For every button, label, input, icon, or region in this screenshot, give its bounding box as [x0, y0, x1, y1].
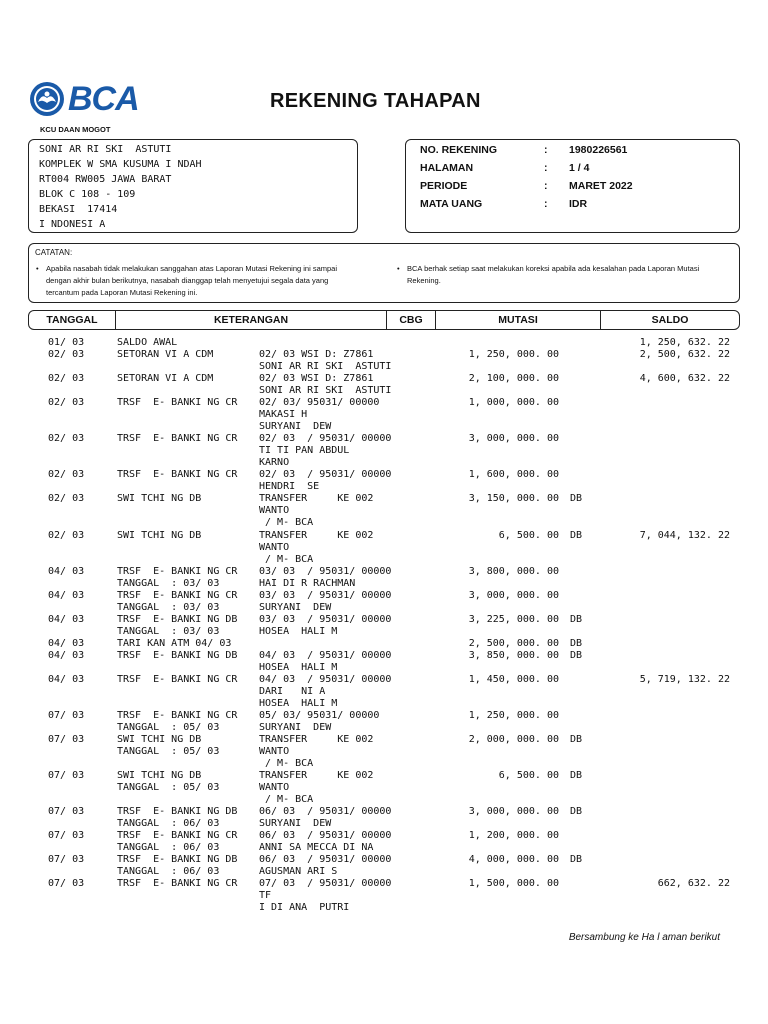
keterangan-line: TANGGAL : 03/ 03 [117, 626, 220, 637]
keterangan-detail-line: 06/ 03 / 95031/ 00000 [259, 830, 392, 841]
keterangan-detail-line: TRANSFER KE 002 [259, 530, 374, 541]
keterangan-line: TRSF E- BANKI NG CR [117, 433, 238, 444]
cell-mutasi: 1, 250, 000. 00 [468, 349, 559, 360]
table-header [28, 310, 740, 330]
header-tanggal: TANGGAL [46, 314, 98, 326]
keterangan-detail-line: WANTO [259, 746, 290, 757]
keterangan-line: SWI TCHI NG DB [117, 530, 202, 541]
keterangan-line: TRSF E- BANKI NG DB [117, 650, 238, 661]
cell-tanggal: 02/ 03 [48, 433, 85, 444]
account-info-box [405, 139, 740, 233]
bca-logo [28, 80, 148, 120]
keterangan-detail-line: TRANSFER KE 002 [259, 770, 374, 781]
cell-keterangan-detail [259, 469, 391, 493]
customer-address-line: I NDONESI A [39, 219, 106, 230]
keterangan-line: TARI KAN ATM 04/ 03 [117, 638, 232, 649]
customer-address-line: KOMPLEK W SMA KUSUMA I NDAH [39, 159, 202, 170]
cell-tanggal: 04/ 03 [48, 650, 85, 661]
cell-keterangan [117, 337, 177, 349]
cell-keterangan [117, 469, 237, 481]
cell-keterangan [117, 674, 237, 686]
keterangan-detail-line: SONI AR RI SKI ASTUTI [259, 361, 392, 372]
continued-note: Bersambung ke Ha l aman berikut [568, 932, 720, 943]
cell-tanggal: 04/ 03 [48, 566, 85, 577]
keterangan-detail-line: 03/ 03 / 95031/ 00000 [259, 590, 392, 601]
cell-keterangan [117, 566, 237, 590]
keterangan-line: SWI TCHI NG DB [117, 770, 202, 781]
keterangan-detail-line: DARI NI A [259, 686, 326, 697]
cell-keterangan [117, 770, 219, 794]
note-line: tercantum pada Laporan Mutasi Rekening ini. [46, 288, 198, 297]
cell-mutasi: 2, 500, 000. 00 [468, 638, 559, 649]
keterangan-detail-line: 06/ 03 / 95031/ 00000 [259, 854, 392, 865]
keterangan-detail-line: WANTO [259, 782, 290, 793]
cell-debit-flag: DB [570, 734, 583, 745]
keterangan-detail-line: / M- BCA [259, 794, 314, 805]
cell-keterangan [117, 614, 237, 638]
cell-tanggal: 07/ 03 [48, 854, 85, 865]
keterangan-detail-line: SURYANI DEW [259, 722, 332, 733]
account-label: HALAMAN [420, 162, 474, 174]
keterangan-detail-line: HENDRI SE [259, 481, 320, 492]
cell-tanggal: 07/ 03 [48, 806, 85, 817]
cell-mutasi: 1, 450, 000. 00 [468, 674, 559, 685]
account-separator: : [544, 180, 548, 192]
cell-keterangan [117, 433, 237, 445]
account-value: IDR [569, 198, 588, 210]
cell-saldo: 7, 044, 132. 22 [639, 530, 730, 541]
keterangan-line: TANGGAL : 06/ 03 [117, 866, 220, 877]
account-separator: : [544, 162, 548, 174]
bullet-icon: • [397, 264, 400, 273]
keterangan-detail-line: 02/ 03 / 95031/ 00000 [259, 469, 392, 480]
cell-debit-flag: DB [570, 530, 583, 541]
account-number-row [420, 141, 740, 159]
cell-tanggal: 07/ 03 [48, 878, 85, 889]
keterangan-line: SETORAN VI A CDM [117, 373, 214, 384]
cell-tanggal: 02/ 03 [48, 349, 85, 360]
keterangan-detail-line: TRANSFER KE 002 [259, 493, 374, 504]
cell-debit-flag: DB [570, 806, 583, 817]
cell-keterangan-detail [259, 397, 379, 433]
account-separator: : [544, 144, 548, 156]
cell-keterangan [117, 590, 237, 614]
keterangan-detail-line: TF [259, 890, 272, 901]
cell-mutasi: 3, 150, 000. 00 [468, 493, 559, 504]
account-value: 1 / 4 [569, 162, 590, 174]
cell-keterangan-detail [259, 590, 391, 614]
cell-tanggal: 04/ 03 [48, 614, 85, 625]
cell-mutasi: 4, 000, 000. 00 [468, 854, 559, 865]
cell-keterangan-detail [259, 854, 391, 878]
cell-keterangan-detail [259, 650, 391, 674]
cell-tanggal: 04/ 03 [48, 638, 85, 649]
keterangan-detail-line: 03/ 03 / 95031/ 00000 [259, 614, 392, 625]
cell-keterangan-detail [259, 614, 391, 638]
cell-tanggal: 02/ 03 [48, 469, 85, 480]
keterangan-line: TRSF E- BANKI NG DB [117, 854, 238, 865]
branch-name: KCU DAAN MOGOT [40, 125, 111, 134]
cell-keterangan [117, 493, 201, 505]
keterangan-line: SWI TCHI NG DB [117, 734, 202, 745]
cell-keterangan [117, 638, 231, 650]
cell-keterangan [117, 650, 237, 662]
keterangan-line: TRSF E- BANKI NG CR [117, 590, 238, 601]
keterangan-detail-line: TI TI PAN ABDUL [259, 445, 350, 456]
cell-debit-flag: DB [570, 493, 583, 504]
keterangan-line: TANGGAL : 06/ 03 [117, 842, 220, 853]
customer-name: SONI AR RI SKI ASTUTI [39, 144, 172, 155]
cell-keterangan-detail [259, 674, 391, 710]
currency-row [420, 195, 740, 213]
keterangan-line: SWI TCHI NG DB [117, 493, 202, 504]
notes-title: CATATAN: [35, 248, 73, 257]
keterangan-detail-line: HOSEA HALI M [259, 698, 338, 709]
customer-address-line: BLOK C 108 - 109 [39, 189, 136, 200]
cell-tanggal: 02/ 03 [48, 493, 85, 504]
cell-mutasi: 3, 000, 000. 00 [468, 433, 559, 444]
cell-mutasi: 3, 000, 000. 00 [468, 806, 559, 817]
keterangan-line: TRSF E- BANKI NG DB [117, 806, 238, 817]
cell-mutasi: 1, 500, 000. 00 [468, 878, 559, 889]
bca-emblem-icon [28, 80, 66, 118]
keterangan-detail-line: 03/ 03 / 95031/ 00000 [259, 566, 392, 577]
keterangan-line: TANGGAL : 06/ 03 [117, 818, 220, 829]
cell-tanggal: 04/ 03 [48, 674, 85, 685]
notes-box [28, 243, 740, 303]
cell-keterangan [117, 830, 237, 854]
customer-address-line: RT004 RW005 JAWA BARAT [39, 174, 172, 185]
cell-mutasi: 1, 000, 000. 00 [468, 397, 559, 408]
cell-mutasi: 1, 200, 000. 00 [468, 830, 559, 841]
cell-keterangan [117, 734, 219, 758]
cell-tanggal: 04/ 03 [48, 590, 85, 601]
keterangan-line: TRSF E- BANKI NG CR [117, 566, 238, 577]
keterangan-line: TRSF E- BANKI NG CR [117, 878, 238, 889]
keterangan-detail-line: 02/ 03 WSI D: Z7861 [259, 349, 374, 360]
keterangan-line: TRSF E- BANKI NG CR [117, 710, 238, 721]
keterangan-detail-line: 05/ 03/ 95031/ 00000 [259, 710, 380, 721]
cell-keterangan-detail [259, 373, 391, 397]
keterangan-detail-line: / M- BCA [259, 517, 314, 528]
cell-mutasi: 2, 100, 000. 00 [468, 373, 559, 384]
cell-mutasi: 6, 500. 00 [498, 770, 559, 781]
note-line: BCA berhak setiap saat melakukan koreksi apabila ada kesalahan pada Laporan Mutasi [407, 264, 700, 273]
cell-tanggal: 01/ 03 [48, 337, 85, 348]
cell-tanggal: 07/ 03 [48, 710, 85, 721]
keterangan-line: TRSF E- BANKI NG CR [117, 469, 238, 480]
cell-mutasi: 1, 600, 000. 00 [468, 469, 559, 480]
keterangan-detail-line: SONI AR RI SKI ASTUTI [259, 385, 392, 396]
header-mutasi: MUTASI [498, 314, 538, 326]
cell-mutasi: 2, 000, 000. 00 [468, 734, 559, 745]
cell-keterangan [117, 397, 237, 409]
cell-keterangan-detail [259, 830, 391, 854]
page-row [420, 159, 740, 177]
note-right [397, 263, 737, 287]
period-row [420, 177, 740, 195]
keterangan-detail-line: 06/ 03 / 95031/ 00000 [259, 806, 392, 817]
cell-keterangan [117, 349, 213, 361]
note-line: Rekening. [407, 276, 441, 285]
cell-keterangan-detail [259, 493, 373, 529]
keterangan-detail-line: SURYANI DEW [259, 818, 332, 829]
account-separator: : [544, 198, 548, 210]
keterangan-line: TRSF E- BANKI NG CR [117, 830, 238, 841]
keterangan-detail-line: / M- BCA [259, 554, 314, 565]
keterangan-detail-line: SURYANI DEW [259, 421, 332, 432]
cell-mutasi: 3, 800, 000. 00 [468, 566, 559, 577]
cell-saldo: 1, 250, 632. 22 [639, 337, 730, 348]
cell-keterangan [117, 806, 237, 830]
bullet-icon: • [36, 264, 39, 273]
customer-address-box [28, 139, 358, 233]
cell-keterangan-detail [259, 710, 379, 734]
cell-keterangan [117, 878, 237, 890]
keterangan-detail-line: 02/ 03 WSI D: Z7861 [259, 373, 374, 384]
cell-saldo: 662, 632. 22 [657, 878, 730, 889]
cell-keterangan [117, 373, 213, 385]
cell-keterangan-detail [259, 349, 391, 373]
keterangan-line: SALDO AWAL [117, 337, 178, 348]
cell-tanggal: 07/ 03 [48, 770, 85, 781]
cell-tanggal: 02/ 03 [48, 373, 85, 384]
keterangan-line: TRSF E- BANKI NG DB [117, 614, 238, 625]
cell-debit-flag: DB [570, 638, 583, 649]
keterangan-line: SETORAN VI A CDM [117, 349, 214, 360]
cell-saldo: 2, 500, 632. 22 [639, 349, 730, 360]
cell-keterangan-detail [259, 566, 391, 590]
keterangan-detail-line: MAKASI H [259, 409, 308, 420]
account-label: NO. REKENING [420, 144, 498, 156]
account-value: MARET 2022 [569, 180, 633, 192]
keterangan-detail-line: / M- BCA [259, 758, 314, 769]
keterangan-detail-line: KARNO [259, 457, 290, 468]
cell-saldo: 4, 600, 632. 22 [639, 373, 730, 384]
keterangan-detail-line: WANTO [259, 505, 290, 516]
cell-mutasi: 1, 250, 000. 00 [468, 710, 559, 721]
keterangan-detail-line: 04/ 03 / 95031/ 00000 [259, 674, 392, 685]
keterangan-line: TANGGAL : 05/ 03 [117, 746, 220, 757]
keterangan-line: TANGGAL : 03/ 03 [117, 578, 220, 589]
cell-keterangan [117, 710, 237, 734]
keterangan-detail-line: HAI DI R RACHMAN [259, 578, 356, 589]
cell-mutasi: 3, 225, 000. 00 [468, 614, 559, 625]
keterangan-line: TANGGAL : 05/ 03 [117, 782, 220, 793]
cell-keterangan-detail [259, 530, 373, 566]
keterangan-detail-line: I DI ANA PUTRI [259, 902, 350, 913]
cell-saldo: 5, 719, 132. 22 [639, 674, 730, 685]
keterangan-line: TRSF E- BANKI NG CR [117, 674, 238, 685]
cell-keterangan-detail [259, 878, 391, 914]
keterangan-detail-line: 02/ 03/ 95031/ 00000 [259, 397, 380, 408]
cell-keterangan-detail [259, 806, 391, 830]
account-label: MATA UANG [420, 198, 483, 210]
keterangan-detail-line: 04/ 03 / 95031/ 00000 [259, 650, 392, 661]
cell-tanggal: 02/ 03 [48, 397, 85, 408]
cell-keterangan [117, 854, 237, 878]
cell-keterangan-detail [259, 734, 373, 770]
cell-tanggal: 07/ 03 [48, 734, 85, 745]
cell-keterangan-detail [259, 770, 373, 806]
cell-debit-flag: DB [570, 650, 583, 661]
note-left [36, 263, 391, 299]
cell-mutasi: 3, 000, 000. 00 [468, 590, 559, 601]
header-saldo: SALDO [651, 314, 689, 326]
header-keterangan: KETERANGAN [213, 314, 289, 326]
cell-tanggal: 07/ 03 [48, 830, 85, 841]
cell-debit-flag: DB [570, 854, 583, 865]
keterangan-detail-line: 07/ 03 / 95031/ 00000 [259, 878, 392, 889]
keterangan-line: TRSF E- BANKI NG CR [117, 397, 238, 408]
keterangan-detail-line: HOSEA HALI M [259, 662, 338, 673]
keterangan-detail-line: TRANSFER KE 002 [259, 734, 374, 745]
keterangan-line: TANGGAL : 05/ 03 [117, 722, 220, 733]
cell-keterangan-detail [259, 433, 391, 469]
keterangan-detail-line: HOSEA HALI M [259, 626, 338, 637]
statement-title: REKENING TAHAPAN [270, 90, 481, 112]
header-cbg: CBG [399, 314, 423, 326]
cell-keterangan [117, 530, 201, 542]
account-label: PERIODE [420, 180, 468, 192]
cell-tanggal: 02/ 03 [48, 530, 85, 541]
cell-mutasi: 3, 850, 000. 00 [468, 650, 559, 661]
keterangan-detail-line: AGUSMAN ARI S [259, 866, 338, 877]
cell-mutasi: 6, 500. 00 [498, 530, 559, 541]
cell-debit-flag: DB [570, 770, 583, 781]
customer-address-line: BEKASI 17414 [39, 204, 118, 215]
keterangan-detail-line: WANTO [259, 542, 290, 553]
cell-debit-flag: DB [570, 614, 583, 625]
keterangan-detail-line: SURYANI DEW [259, 602, 332, 613]
keterangan-detail-line: 02/ 03 / 95031/ 00000 [259, 433, 392, 444]
note-line: dengan akhir bulan berikutnya, nasabah dianggap telah menyetujui segala data yang [46, 276, 329, 285]
account-value: 1980226561 [569, 144, 628, 156]
bca-logo-text: BCA [68, 80, 139, 118]
note-line: Apabila nasabah tidak melakukan sanggahan atas Laporan Mutasi Rekening ini sampai [46, 264, 338, 273]
keterangan-line: TANGGAL : 03/ 03 [117, 602, 220, 613]
keterangan-detail-line: ANNI SA MECCA DI NA [259, 842, 374, 853]
